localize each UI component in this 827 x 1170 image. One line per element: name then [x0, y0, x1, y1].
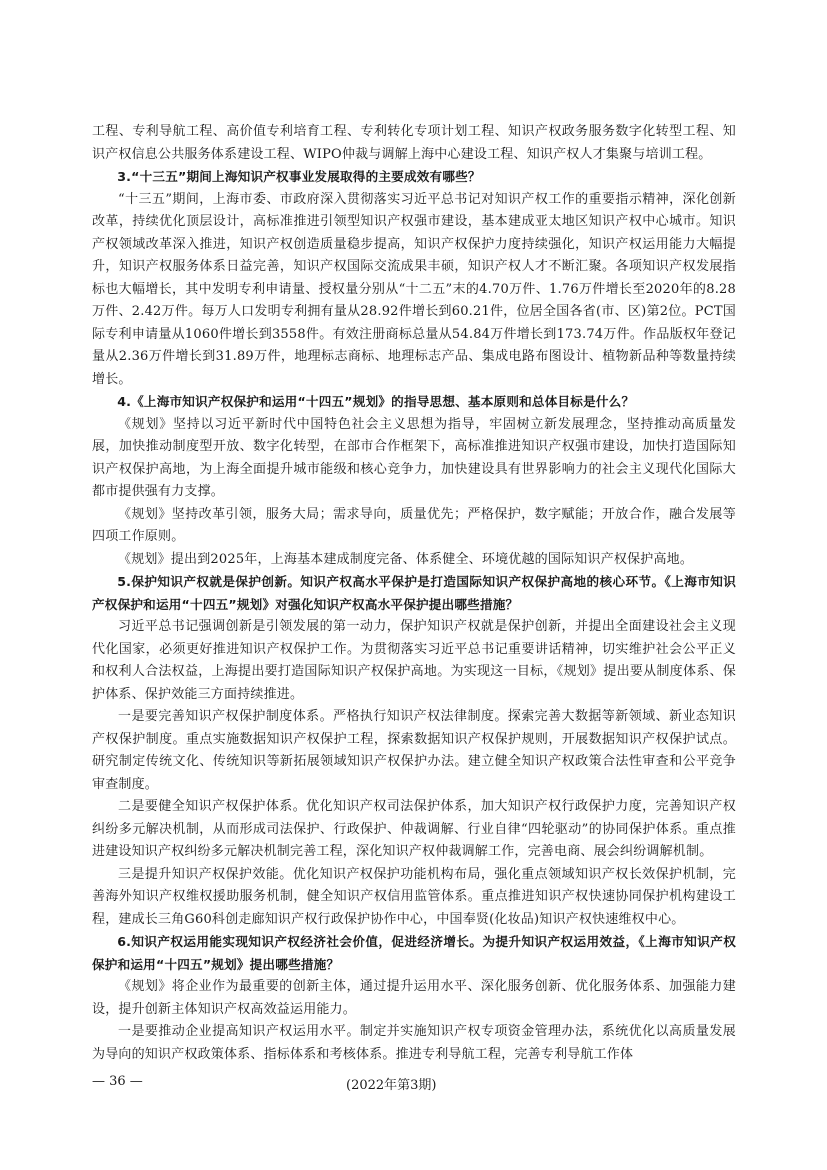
question-heading-4: 4.《上海市知识产权保护和运用“十四五”规划》的指导思想、基本原则和总体目标是什么？ — [117, 394, 635, 409]
paragraph-continuation: 工程、专利导航工程、高价值专利培育工程、专利转化专项计划工程、知识产权政务服务数字化转型工程、知识产权信息公共服务体系建设工程、WIPO仲裁与调解上海中心建设工程、知识产权人才集聚与培训工程。 — [92, 124, 736, 162]
answer-paragraph: 二是要健全知识产权保护体系。优化知识产权司法保护体系，加大知识产权行政保护力度，完善知识产权纠纷多元解决机制，从而形成司法保护、行政保护、仲裁调解、行业自律“四轮驱动”的协同保护体系。重点推进建设知识产权纠纷多元解决机制完善工程，深化知识产权仲裁调解工作，完善电商、展会纠纷调解机制。 — [92, 799, 736, 859]
page-footer — [92, 1074, 736, 1094]
answer-paragraph: 《规划》提出到2025年，上海基本建成制度完备、体系健全、环境优越的国际知识产权保护高地。 — [118, 551, 694, 567]
document-page — [92, 121, 736, 1066]
issue-label: (2022年第3期) — [346, 1078, 437, 1093]
answer-paragraph: 三是提升知识产权保护效能。优化知识产权保护功能机构布局，强化重点领域知识产权长效保护机制，完善海外知识产权维权援助服务机制，健全知识产权信用监管体系。重点推进知识产权快速协同保护机构建设工程，建成长三角G60科创走廊知识产权行政保护协作中心，中国奉贤(化妆品)知识产权快速维权中心。 — [92, 866, 736, 927]
answer-paragraph: “十三五”期间，上海市委、市政府深入贯彻落实习近平总书记对知识产权工作的重要指示精神，深化创新改革，持续优化顶层设计，高标准推进引领型知识产权强市建设，基本建成亚太地区知识产权中心城市。知识产权领域改革深入推进，知识产权创造质量稳步提高，知识产权保护力度持续强化，知识产权运用能力大幅提升，知识产权服务体系日益完善，知识产权国际交流成果丰硕，知识产权人才不断汇聚。各项知识产权发展指标也大幅增长，其中发明专利申请量、授权量分别从“十二五”末的4.70万件、1.76万件增长至2020年的8.28万件、2.42万件。每万人口发明专利拥有量从28.92件增长到60.21件，位居全国各省(市、区)第2位。PCT国际专利申请量从1060件增长到3558件。有效注册商标总量从54.84万件增长到173.74万件。作品版权年登记量从2.36万件增长到31.89万件，地理标志商标、地理标志产品、集成电路布图设计、植物新品种等数量持续增长。 — [92, 191, 736, 387]
page-number: — 36 — — [92, 1074, 143, 1089]
question-heading-3: 3.“十三五”期间上海知识产权事业发展取得的主要成效有哪些？ — [117, 169, 481, 184]
question-heading-6: 6.知识产权运用能实现知识产权经济社会价值，促进经济增长。为提升知识产权运用效益，《上海市知识产权保护和运用“十四五”规划》提出哪些措施？ — [92, 934, 736, 972]
question-heading-5: 5.保护知识产权就是保护创新。知识产权高水平保护是打造国际知识产权保护高地的核心环节。《上海市知识产权保护和运用“十四五”规划》对强化知识产权高水平保护提出哪些措施？ — [92, 574, 736, 612]
answer-paragraph: 一是要完善知识产权保护制度体系。严格执行知识产权法律制度。探索完善大数据等新领域、新业态知识产权保护制度。重点实施数据知识产权保护工程，探索数据知识产权保护规则，开展数据知识产权保护试点。研究制定传统文化、传统知识等新拓展领域知识产权保护办法。建立健全知识产权政策合法性审查和公平竞争审查制度。 — [92, 709, 736, 792]
answer-paragraph: 《规划》坚持改革引领，服务大局；需求导向，质量优先；严格保护，数字赋能；开放合作，融合发展等四项工作原则。 — [92, 506, 736, 544]
answer-paragraph: 一是要推动企业提高知识产权运用水平。制定并实施知识产权专项资金管理办法，系统优化以高质量发展为导向的知识产权政策体系、指标体系和考核体系。推进专利导航工程，完善专利导航工作体 — [92, 1024, 736, 1062]
answer-paragraph: 习近平总书记强调创新是引领发展的第一动力，保护知识产权就是保护创新，并提出全面建设社会主义现代化国家，必须更好推进知识产权保护工作。为贯彻落实习近平总书记重要讲话精神，切实维护社会公平正义和权利人合法权益，上海提出要打造国际知识产权保护高地。为实现这一目标，《规划》提出要从制度体系、保护体系、保护效能三方面持续推进。 — [92, 619, 736, 702]
answer-paragraph: 《规划》坚持以习近平新时代中国特色社会主义思想为指导，牢固树立新发展理念，坚持推动高质量发展，加快推动制度型开放、数字化转型，在部市合作框架下，高标准推进知识产权强市建设，加快打造国际知识产权保护高地，为上海全面提升城市能级和核心竞争力，加快建设具有世界影响力的社会主义现代化国际大都市提供强有力支撑。 — [92, 416, 736, 499]
answer-paragraph: 《规划》将企业作为最重要的创新主体，通过提升运用水平、深化服务创新、优化服务体系、加强能力建设，提升创新主体知识产权高效益运用能力。 — [92, 979, 736, 1017]
